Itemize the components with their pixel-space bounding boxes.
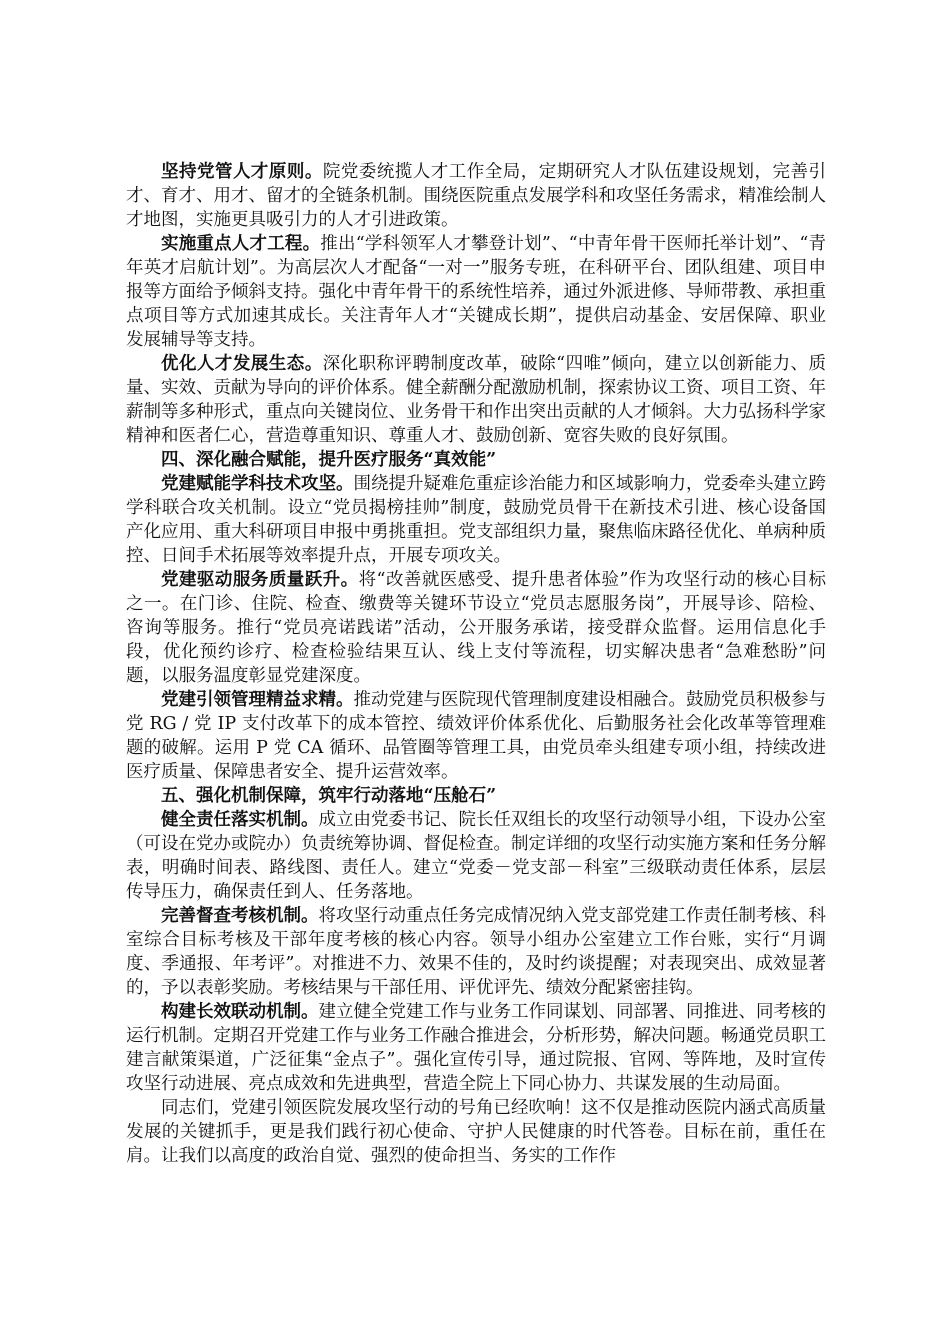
paragraph-closing: 同志们，党建引领医院发展攻坚行动的号角已经吹响！这不仅是推动医院内涵式高质量发展的关键抓手，更是我们践行初心使命、守护人民健康的时代答卷。目标在前，重任在肩。让我们以高度的政治自觉、强烈的使命担当、务实的工作作 [126,1098,826,1166]
paragraph-lead: 党建赋能学科技术攻坚。 [161,474,354,494]
paragraph-lead: 实施重点人才工程。 [161,234,321,254]
paragraph-discipline-tech [126,472,826,568]
paragraph-lead: 构建长效联动机制。 [161,1002,319,1022]
document-page [126,160,826,1168]
paragraph-body: 建立健全党建工作与业务工作同谋划、同部署、同推进、同考核的运行机制。定期召开党建工作与业务工作融合推进会，分析形势，解决问题。畅通党员职工建言献策渠道，广泛征集“金点子”。强化宣传引导，通过院报、官网、等阵地，及时宣传攻坚行动进展、亮点成效和先进典型，营造全院上下同心协力、共谋发展的生动局面。 [126,1002,826,1094]
section-heading-5: 五、强化机制保障，筑牢行动落地“压舱石” [161,786,497,806]
paragraph-body: 将攻坚行动重点任务完成情况纳入党支部党建工作责任制考核、科室综合目标考核及干部年度考核的核心内容。领导小组办公室建立工作台账，实行“月调度、季通报、年考评”。对推进不力、效果不佳的，及时约谈提醒；对表现突出、成效显著的，予以表彰奖励。考核结果与干部任用、评优评先、绩效分配紧密挂钩。 [126,906,826,998]
paragraph-management [126,688,826,784]
paragraph-body: 院党委统揽人才工作全局，定期研究人才队伍建设规划，完善引才、育才、用才、留才的全链条机制。围绕医院重点发展学科和攻坚任务需求，精准绘制人才地图，实施更具吸引力的人才引进政策。 [126,162,826,230]
paragraph-body: 深化职称评聘制度改革，破除“四唯”倾向，建立以创新能力、质量、实效、贡献为导向的评价体系。健全薪酬分配激励机制，探索协议工资、项目工资、年薪制等多种形式，重点向关键岗位、业务骨干和作出突出贡献的人才倾斜。大力弘扬科学家精神和医者仁心，营造尊重知识、尊重人才、鼓励创新、宽容失败的良好氛围。 [126,354,826,446]
paragraph-talent-project [126,232,826,352]
paragraph-linkage [126,1000,826,1096]
paragraph-lead: 坚持党管人才原则。 [161,162,323,182]
paragraph-lead: 党建引领管理精益求精。 [161,690,354,710]
paragraph-lead: 党建驱动服务质量跃升。 [161,570,359,590]
paragraph-body: 推动党建与医院现代管理制度建设相融合。鼓励党员积极参与党 RG / 党 IP 支付改革下的成本管控、绩效评价体系优化、后勤服务社会化改革等管理难题的破解。运用 P 党 CA 循环、品管圈等管理工具，由党员牵头组建专项小组，持续改进医疗质量、保障患者安全、提升运营效率。 [126,690,826,782]
paragraph-supervision [126,904,826,1000]
paragraph-talent-principle [126,160,826,232]
paragraph-service-quality [126,568,826,688]
paragraph-talent-ecology [126,352,826,448]
paragraph-body: 推出“学科领军人才攀登计划”、“中青年骨干医师托举计划”、“青年英才启航计划”。为高层次人才配备“一对一”服务专班，在科研平台、团队组建、项目申报等方面给予倾斜支持。强化中青年骨干的系统性培养，通过外派进修、导师带教、承担重点项目等方式加速其成长。关注青年人才“关键成长期”，提供启动基金、安居保障、职业发展辅导等支持。 [126,234,827,350]
paragraph-responsibility [126,808,826,904]
paragraph-body: 围绕提升疑难危重症诊治能力和区域影响力，党委牵头建立跨学科联合攻关机制。设立“党员揭榜挂帅”制度，鼓励党员骨干在新技术引进、核心设备国产化应用、重大科研项目申报中勇挑重担。党支部组织力量，聚焦临床路径优化、单病种质控、日间手术拓展等效率提升点，开展专项攻关。 [126,474,826,566]
paragraph-lead: 完善督查考核机制。 [161,906,319,926]
paragraph-body: 成立由党委书记、院长任双组长的攻坚行动领导小组，下设办公室（可设在党办或院办）负责统筹协调、督促检查。制定详细的攻坚行动实施方案和任务分解表，明确时间表、路线图、责任人。建立“党委－党支部－科室”三级联动责任体系，层层传导压力，确保责任到人、任务落地。 [126,810,826,902]
paragraph-lead: 健全责任落实机制。 [161,810,319,830]
section-heading-4: 四、深化融合赋能，提升医疗服务“真效能” [161,450,497,470]
paragraph-lead: 优化人才发展生态。 [161,354,323,374]
paragraph-body: 将“改善就医感受、提升患者体验”作为攻坚行动的核心目标之一。在门诊、住院、检查、缴费等关键环节设立“党员志愿服务岗”，开展导诊、陪检、咨询等服务。推行“党员亮诺践诺”活动，公开服务承诺，接受群众监督。运用信息化手段，优化预约诊疗、检查检验结果互认、线上支付等流程，切实解决患者“急难愁盼”问题，以服务温度彰显党建深度。 [126,570,826,686]
